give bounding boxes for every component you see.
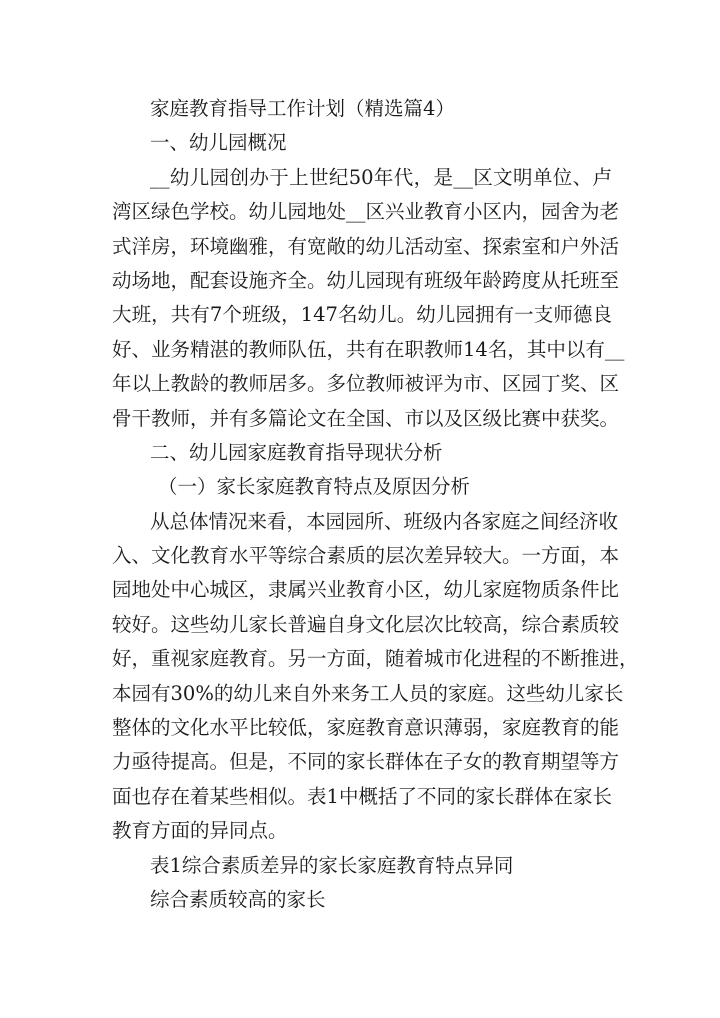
paragraph-line: 教育方面的异同点。 (112, 819, 288, 843)
document-body (112, 92, 639, 917)
section-heading-analysis: 二、幼儿园家庭教育指导现状分析 (150, 440, 443, 464)
paragraph-line: 好，重视家庭教育。另一方面，随着城市化进程的不断推进， (112, 647, 639, 671)
table-caption: 表1综合素质差异的家长家庭教育特点异同 (150, 853, 514, 877)
paragraph-line: 好、业务精湛的教师队伍，共有在职教师14名，其中以有__ (112, 337, 625, 361)
subsection-heading-parent-traits: （一）家长家庭教育特点及原因分析 (158, 475, 471, 499)
paragraph-line: 入、文化教育水平等综合素质的层次差异较大。一方面，本 (112, 544, 620, 568)
paragraph-line: 面也存在着某些相似。表1中概括了不同的家长群体在家长 (112, 784, 612, 808)
paragraph-line: __幼儿园创办于上世纪50年代，是__区文明单位、卢 (150, 165, 612, 189)
paragraph-line: 湾区绿色学校。幼儿园地处__区兴业教育小区内，园舍为老 (112, 200, 620, 224)
paragraph-line: 年以上教龄的教师居多。多位教师被评为市、区园丁奖、区 (112, 372, 620, 396)
paragraph-line: 动场地，配套设施齐全。幼儿园现有班级年龄跨度从托班至 (112, 268, 620, 292)
paragraph-line: 较好。这些幼儿家长普遍自身文化层次比较高，综合素质较 (112, 612, 620, 636)
paragraph-line: 式洋房，环境幽雅，有宽敞的幼儿活动室、探索室和户外活 (112, 234, 620, 258)
paragraph-line: 园地处中心城区，隶属兴业教育小区，幼儿家庭物质条件比 (112, 578, 620, 602)
paragraph-line: 整体的文化水平比较低，家庭教育意识薄弱，家庭教育的能 (112, 716, 620, 740)
paragraph-line: 从总体情况来看，本园园所、班级内各家庭之间经济收 (150, 509, 619, 533)
section-heading-overview: 一、幼儿园概况 (150, 131, 287, 155)
document-title: 家庭教育指导工作计划（精选篇4） (150, 97, 455, 120)
paragraph-line: 大班，共有7个班级，147名幼儿。幼儿园拥有一支师德良 (112, 303, 612, 327)
table-cell: 综合素质较高的家长 (150, 887, 326, 911)
paragraph-line: 本园有30%的幼儿来自外来务工人员的家庭。这些幼儿家长 (112, 681, 624, 705)
paragraph-line: 骨干教师，并有多篇论文在全国、市以及区级比赛中获奖。 (112, 406, 620, 430)
paragraph-line: 力亟待提高。但是，不同的家长群体在子女的教育期望等方 (112, 750, 620, 774)
